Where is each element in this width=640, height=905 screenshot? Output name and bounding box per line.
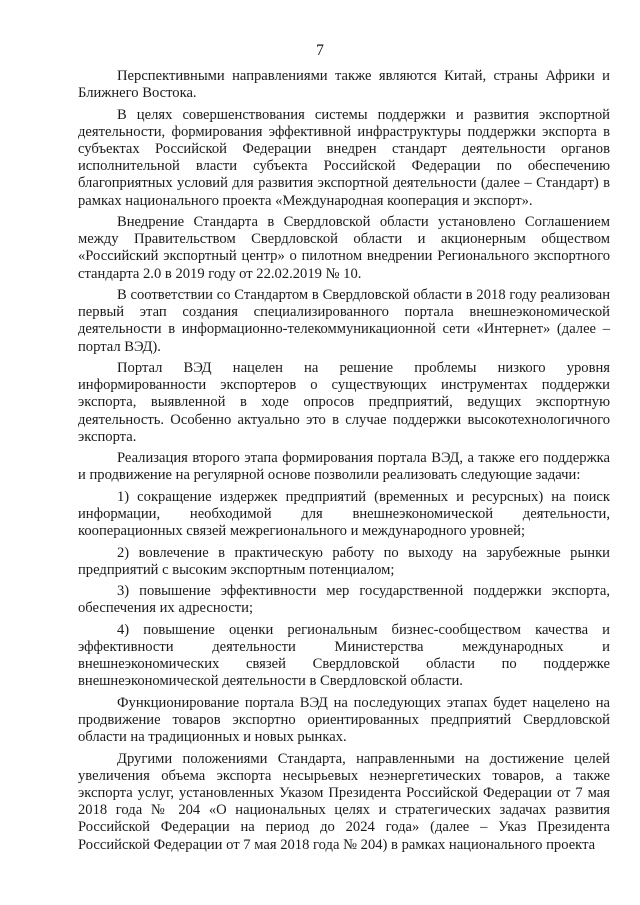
page-number: 7 (316, 42, 324, 59)
list-item-task-2: 2) вовлечение в практическую работу по выходу на зарубежные рынки предприятий с высоким экспортным потенциалом; (78, 544, 610, 578)
paragraph-portal-creation: В соответствии со Стандартом в Свердловской области в 2018 году реализован первый этап создания специализированного портала внешнеэкономической деятельности в информационно-телекоммуникационной сети «Интернет» (далее – портал ВЭД). (78, 287, 610, 355)
paragraph-standard-implementation: Внедрение Стандарта в Свердловской области установлено Соглашением между Правительством Свердловской области и акционерным обществом «Российский экспортный центр» о пилотном внедрении Регионального экспортного стандарта 2.0 в 2019 году от 22.02.2019 № 10. (78, 214, 610, 282)
paragraph-portal-future: Функционирование портала ВЭД на последующих этапах будет нацелено на продвижение товаров экспортно ориентированных предприятий Свердловской области на традиционных и новых рынках. (78, 694, 610, 746)
paragraph-second-stage: Реализация второго этапа формирования портала ВЭД, а также его поддержка и продвижение на регулярной основе позволили реализовать следующие задачи: (78, 450, 610, 484)
list-item-task-3: 3) повышение эффективности мер государственной поддержки экспорта, обеспечения их адресности; (78, 583, 610, 617)
list-item-task-1: 1) сокращение издержек предприятий (временных и ресурсных) на поиск информации, необходимой для внешнеэкономической деятельности, кооперационных связей межрегионального и международного уровней; (78, 488, 610, 540)
document-body (78, 68, 610, 858)
paragraph-portal-purpose: Портал ВЭД нацелен на решение проблемы низкого уровня информированности экспортеров о существующих инструментах поддержки экспорта, выявленной в ходе опросов предприятий, ведущих экспортную деятельность. Особенно актуально это в случае поддержки высокотехнологичного экспорта. (78, 360, 610, 445)
paragraph-other-provisions: Другими положениями Стандарта, направленными на достижение целей увеличения объема экспорта несырьевых неэнергетических товаров, а также экспорта услуг, установленных Указом Президента Российской Федерации от 7 мая 2018 года № 204 «О национальных целях и стратегических задачах развития Российской Федерации на период до 2024 года» (далее – Указ Президента Российской Федерации от 7 мая 2018 года № 204) в рамках национального проекта (78, 750, 610, 853)
paragraph-export-standard: В целях совершенствования системы поддержки и развития экспортной деятельности, формирования эффективной инфраструктуры поддержки экспорта в субъектах Российской Федерации внедрен стандарт деятельности органов исполнительной власти субъекта Российской Федерации по обеспечению благоприятных условий для развития экспортной деятельности (далее – Стандарт) в рамках национального проекта «Международная кооперация и экспорт». (78, 106, 610, 209)
paragraph-priority-directions: Перспективными направлениями также являются Китай, страны Африки и Ближнего Востока. (78, 68, 610, 102)
list-item-task-4: 4) повышение оценки региональным бизнес-сообществом качества и эффективности деятельности Министерства международных и внешнеэкономических связей Свердловской области по поддержке внешнеэкономической деятельности в Свердловской области. (78, 621, 610, 690)
